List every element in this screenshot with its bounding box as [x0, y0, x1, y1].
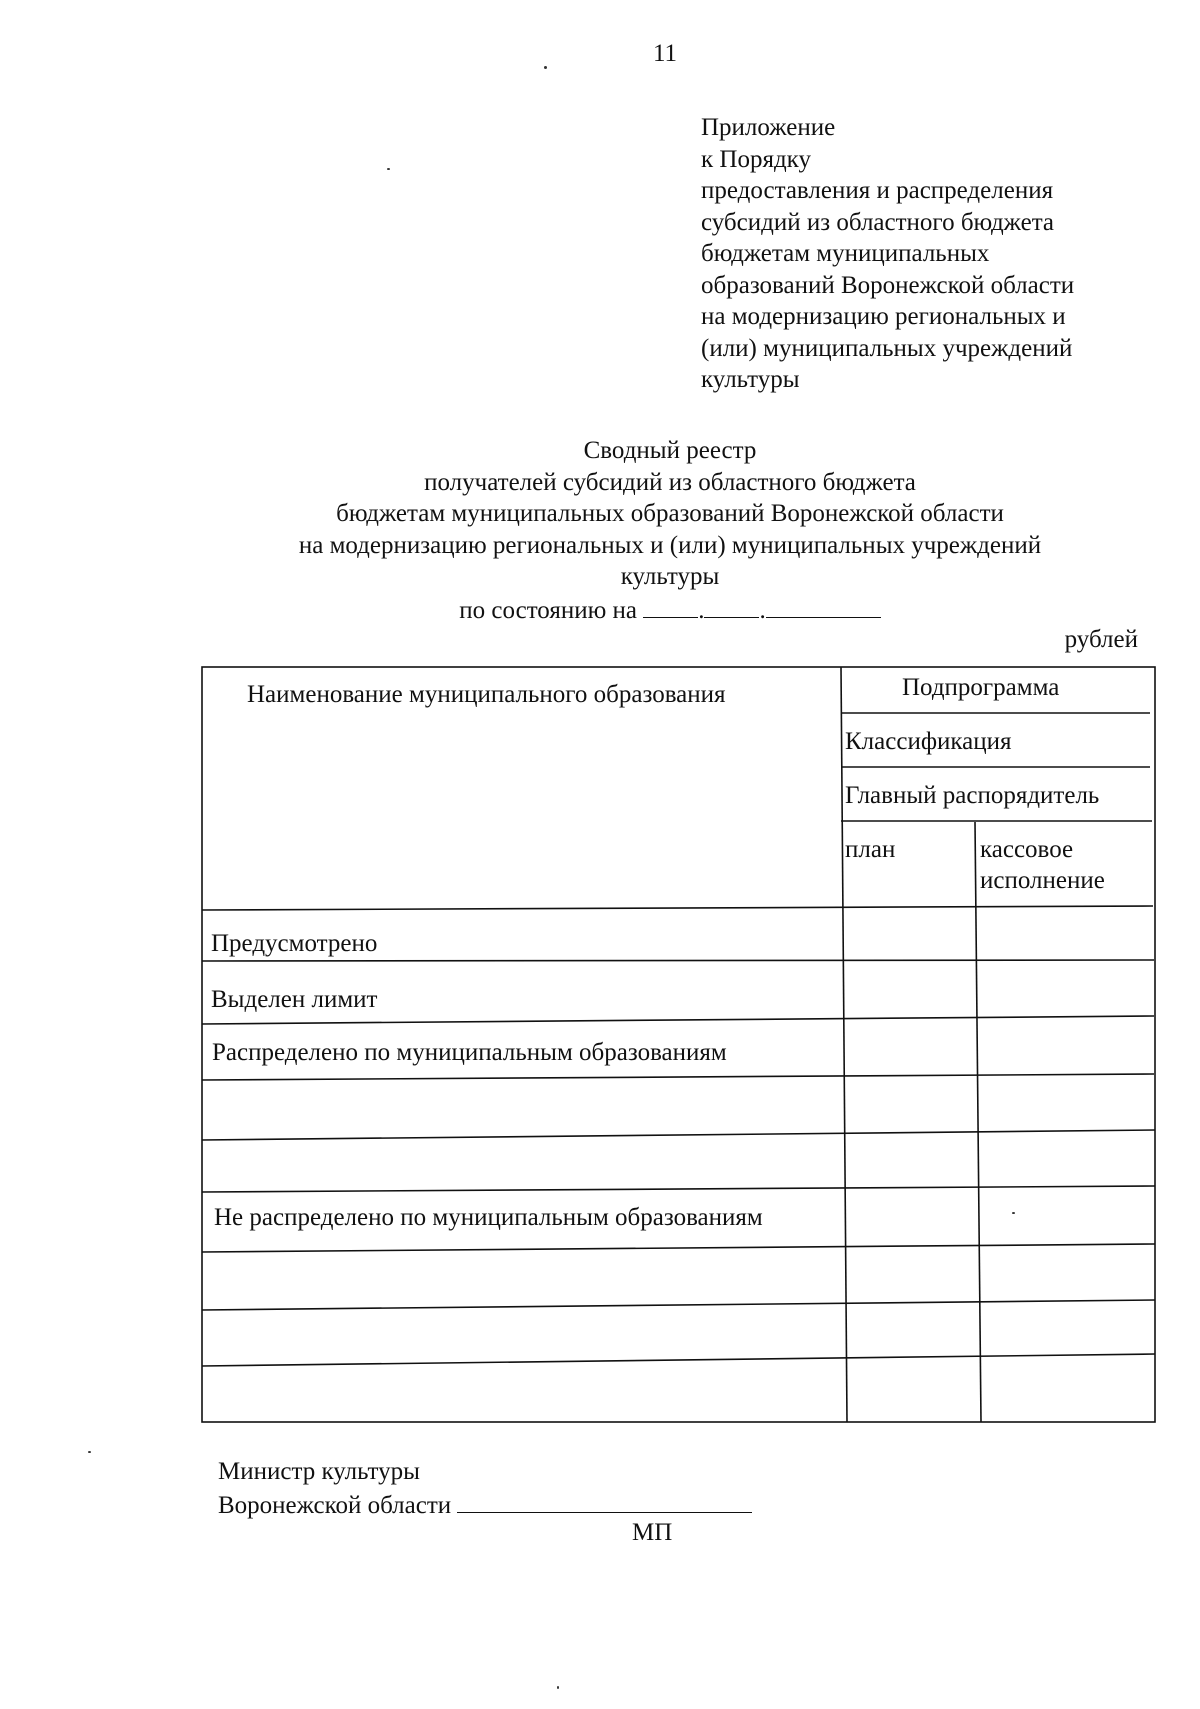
date-line: [170, 593, 1170, 627]
stamp-placeholder: МП: [632, 1519, 673, 1546]
appendix-line: бюджетам муниципальных: [701, 240, 990, 267]
page-number: 11: [652, 40, 678, 67]
column-divider: [975, 822, 981, 1422]
appendix-line: (или) муниципальных учреждений: [701, 334, 1073, 362]
signature-region: Воронежской области: [218, 1491, 452, 1519]
signature-block: [218, 1456, 752, 1521]
classification-header: Классификация: [845, 728, 1012, 755]
signature-line[interactable]: [457, 1488, 752, 1513]
day-field[interactable]: [643, 593, 698, 618]
year-field[interactable]: [766, 593, 881, 618]
scan-speck: [1012, 1212, 1015, 1214]
signature-position: Министр культуры: [218, 1458, 420, 1485]
scan-speck: [544, 66, 547, 69]
title-line: получателей субсидий из областного бюджета: [424, 468, 916, 496]
date-separator: .: [759, 596, 766, 624]
cash-execution-header-line1: кассовое: [980, 836, 1074, 863]
row-divider: [202, 1300, 1155, 1310]
date-separator: .: [698, 596, 705, 624]
appendix-line: на модернизацию региональных и: [701, 303, 1066, 330]
appendix-line: предоставления и распределения: [701, 177, 1054, 204]
title-line: на модернизацию региональных и (или) муниципальных учреждений: [298, 531, 1042, 559]
row-divider: [202, 1074, 1154, 1080]
title-line: Сводный реестр: [583, 437, 757, 464]
scan-speck: [557, 1686, 559, 1689]
row-label-distributed: Распределено по муниципальным образованиям: [212, 1039, 727, 1066]
appendix-note: [701, 112, 1074, 396]
name-column-header: Наименование муниципального образования: [247, 681, 726, 708]
currency-unit: рублей: [1064, 626, 1138, 653]
plan-header: план: [845, 836, 896, 863]
appendix-line: к Порядку: [701, 145, 811, 173]
appendix-line: образований Воронежской области: [701, 271, 1075, 299]
appendix-line: культуры: [701, 366, 800, 393]
header-bottom: [202, 906, 1153, 910]
scan-speck: [387, 168, 390, 170]
appendix-line: субсидий из областного бюджета: [701, 208, 1055, 236]
month-field[interactable]: [704, 593, 759, 618]
row-divider: [202, 1130, 1155, 1140]
cash-execution-header-line2: исполнение: [980, 867, 1105, 894]
row-label-provided: Предусмотрено: [211, 930, 378, 957]
row-label-not-distributed: Не распределено по муниципальным образованиям: [214, 1204, 763, 1231]
date-prefix: по состоянию на: [459, 596, 637, 624]
row-label-limit: Выделен лимит: [211, 986, 378, 1013]
title-line: культуры: [620, 563, 720, 590]
row-divider: [202, 960, 1154, 961]
scan-speck: [88, 1451, 91, 1453]
row-divider: [202, 1186, 1155, 1192]
row-divider: [202, 1244, 1155, 1252]
main-manager-header: Главный распорядитель: [845, 782, 1100, 809]
appendix-line: Приложение: [701, 114, 836, 141]
document-title: [170, 435, 1170, 626]
row-divider: [202, 1354, 1155, 1366]
subprogram-header: Подпрограмма: [902, 674, 1060, 701]
title-line: бюджетам муниципальных образований Воронежской области: [336, 500, 1004, 527]
row-divider: [202, 1016, 1154, 1024]
